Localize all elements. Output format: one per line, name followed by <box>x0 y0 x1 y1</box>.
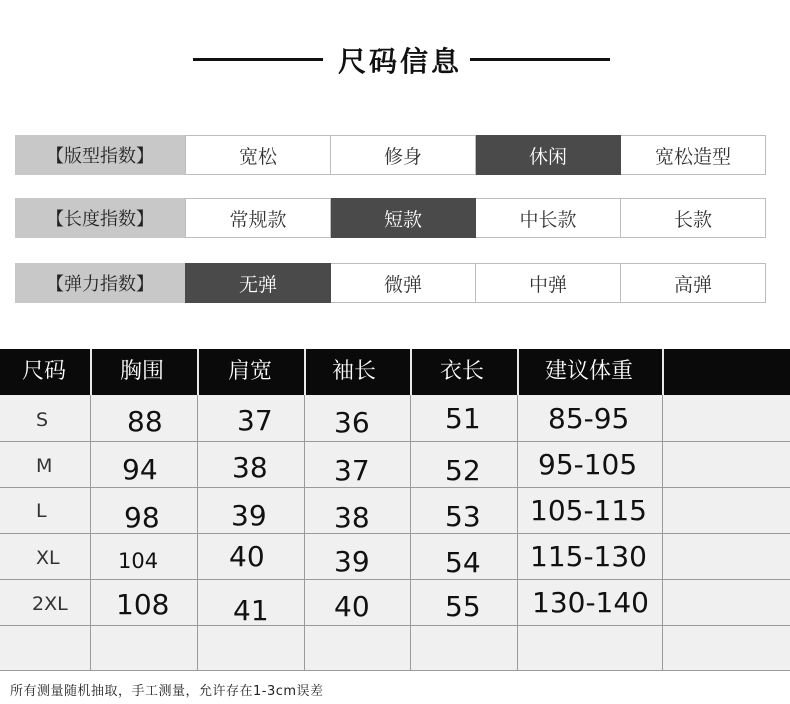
header-sleeve: 袖长 <box>332 359 377 384</box>
header-weight: 建议体重 <box>545 359 634 384</box>
size-cell: L <box>36 500 47 522</box>
header-size: 尺码 <box>22 359 67 384</box>
header-divider <box>662 349 664 395</box>
header-divider <box>197 349 199 395</box>
stretch-option-slight: 微弹 <box>331 263 476 303</box>
col-divider <box>410 395 411 671</box>
size-cell: XL <box>36 547 60 569</box>
stretch-index-row <box>15 263 766 303</box>
row-divider <box>0 533 790 534</box>
weight-cell: 85-95 <box>548 402 630 435</box>
sleeve-cell: 40 <box>334 590 370 623</box>
col-divider <box>197 395 198 671</box>
shoulder-cell: 38 <box>232 451 268 484</box>
fit-index-label: 【版型指数】 <box>15 135 185 175</box>
header-divider <box>90 349 92 395</box>
header-divider <box>304 349 306 395</box>
stretch-option-none: 无弹 <box>185 263 331 303</box>
length-cell: 53 <box>445 500 481 533</box>
weight-cell: 95-105 <box>538 448 638 481</box>
length-cell: 51 <box>445 402 481 435</box>
title-divider-left <box>193 58 323 61</box>
length-option-mid: 中长款 <box>476 198 621 238</box>
shoulder-cell: 41 <box>233 594 269 627</box>
length-option-regular: 常规款 <box>185 198 331 238</box>
weight-cell: 115-130 <box>530 540 647 573</box>
header-shoulder: 肩宽 <box>228 359 273 384</box>
row-divider <box>0 670 790 671</box>
fit-index-row <box>15 135 766 175</box>
size-table <box>0 349 790 671</box>
row-divider <box>0 579 790 580</box>
col-divider <box>90 395 91 671</box>
size-table-header <box>0 349 790 395</box>
chest-cell: 98 <box>124 501 160 534</box>
header-divider <box>517 349 519 395</box>
length-index-row <box>15 198 766 238</box>
header-divider <box>410 349 412 395</box>
row-divider <box>0 441 790 442</box>
length-cell: 52 <box>445 454 481 487</box>
fit-option-loose: 宽松 <box>185 135 331 175</box>
fit-option-casual: 休闲 <box>476 135 621 175</box>
stretch-index-label: 【弹力指数】 <box>15 263 185 303</box>
col-divider <box>304 395 305 671</box>
length-option-long: 长款 <box>621 198 766 238</box>
length-cell: 54 <box>445 546 481 579</box>
size-cell: S <box>36 409 49 431</box>
weight-cell: 130-140 <box>532 586 649 619</box>
weight-cell: 105-115 <box>530 494 647 527</box>
sleeve-cell: 39 <box>334 545 370 578</box>
row-divider <box>0 487 790 488</box>
sleeve-cell: 36 <box>334 406 370 439</box>
size-cell: 2XL <box>32 593 68 615</box>
fit-option-loose-style: 宽松造型 <box>621 135 766 175</box>
header-length: 衣长 <box>440 359 485 384</box>
chest-cell: 104 <box>118 549 159 573</box>
size-cell: M <box>36 455 53 477</box>
sleeve-cell: 38 <box>334 501 370 534</box>
length-index-label: 【长度指数】 <box>15 198 185 238</box>
chest-cell: 108 <box>116 588 170 621</box>
stretch-option-high: 高弹 <box>621 263 766 303</box>
section-title <box>0 38 790 82</box>
title-divider-right <box>470 58 610 61</box>
fit-option-slim: 修身 <box>331 135 476 175</box>
col-divider <box>662 395 663 671</box>
chest-cell: 88 <box>127 405 163 438</box>
page-title: 尺码信息 <box>337 45 462 78</box>
length-cell: 55 <box>445 590 481 623</box>
stretch-option-medium: 中弹 <box>476 263 621 303</box>
header-chest: 胸围 <box>120 359 165 384</box>
length-option-short: 短款 <box>331 198 476 238</box>
measurement-note: 所有测量随机抽取，手工测量，允许存在1-3cm误差 <box>10 684 324 699</box>
col-divider <box>517 395 518 671</box>
sleeve-cell: 37 <box>334 454 370 487</box>
chest-cell: 94 <box>122 453 158 486</box>
shoulder-cell: 39 <box>231 499 267 532</box>
shoulder-cell: 40 <box>229 540 265 573</box>
row-divider <box>0 625 790 626</box>
size-table-body <box>0 395 790 671</box>
shoulder-cell: 37 <box>237 404 273 437</box>
